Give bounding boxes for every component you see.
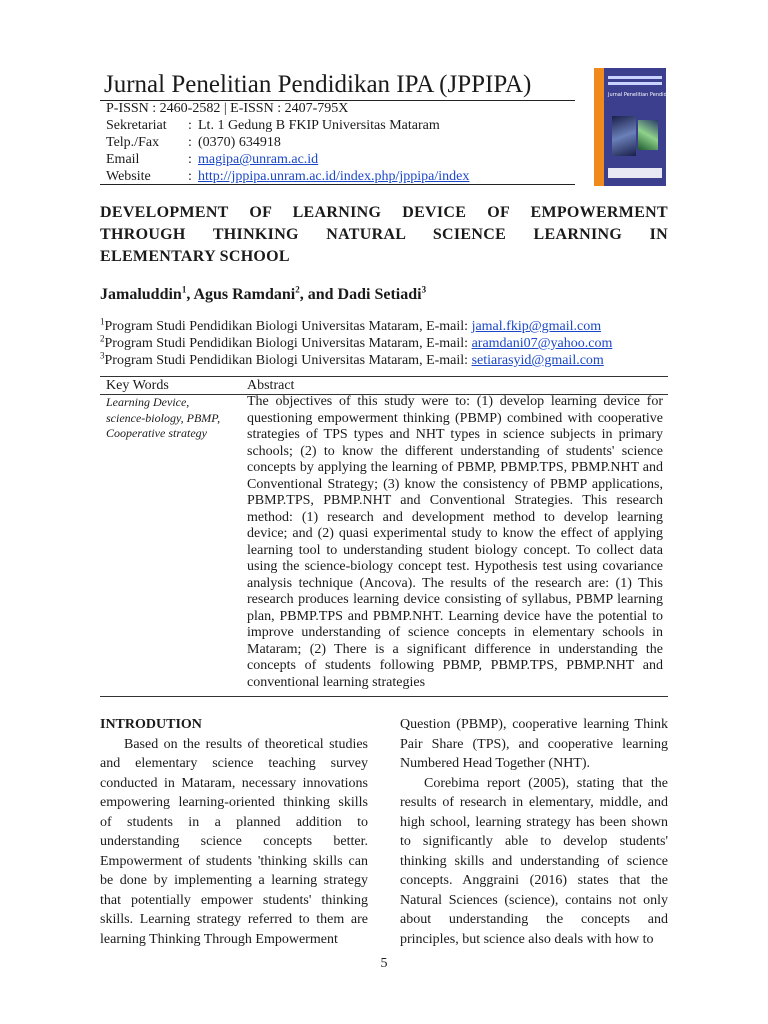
- body-paragraph: Question (PBMP), cooperative learning Think Pair Share (TPS), and cooperative learning Numbered Head Together (NHT).: [400, 717, 668, 771]
- affiliation-sup: 3: [100, 350, 105, 361]
- body-paragraph: Corebima report (2005), stating that the results of research in elementary, middle, and high school, learning strategy has been shown to significantly able to develop students' thinking skills and understanding of science concepts. Anggraini (2016) states that the Natural Sciences (science), contains not only about understanding the concepts and principles, but science also deals with how to: [400, 775, 668, 947]
- cover-accent-strip: [594, 68, 604, 186]
- journal-title: Jurnal Penelitian Pendidikan IPA (JPPIPA): [104, 71, 532, 98]
- affiliation: [100, 318, 612, 335]
- journal-contact-info: [106, 117, 469, 185]
- info-label: Email: [106, 152, 140, 167]
- affiliation: [100, 352, 612, 369]
- journal-cover-image: [594, 68, 687, 186]
- body-paragraph: Based on the results of theoretical studies and elementary science teaching survey conducted in Mataram, necessary innovations empowering learning-oriented thinking skills of students in a planned addition to understanding science concepts better. Empowerment of students 'thinking skills can be done by implementing a learning strategy that potentially empower students' thinking skills. Learning strategy referred to them are learning Thinking Through Empowerment: [100, 736, 368, 947]
- table-bottom-rule: [100, 696, 668, 697]
- author-email-link[interactable]: jamal.fkip@gmail.com: [471, 319, 602, 334]
- issn-line: P-ISSN : 2460-2582 | E-ISSN : 2407-795X: [106, 101, 349, 116]
- abstract-table: [100, 376, 668, 697]
- keywords-heading: Key Words: [106, 378, 169, 393]
- author-email-link[interactable]: aramdani07@yahoo.com: [471, 336, 613, 351]
- cover-bar: [608, 82, 662, 85]
- table-top-rule: [100, 376, 668, 377]
- info-value: (0370) 634918: [198, 135, 281, 150]
- affiliation: [100, 335, 612, 352]
- author-list: [100, 285, 426, 305]
- info-row-secretariat: [106, 117, 469, 134]
- author-sep: ,: [186, 286, 194, 303]
- keywords-text: Learning Device, science-biology, PBMP, Cooperative strategy: [106, 395, 221, 440]
- author-email-link[interactable]: setiarasyid@gmail.com: [471, 353, 604, 368]
- author-sup: 1: [181, 284, 187, 295]
- section-heading: INTRODUTION: [100, 717, 202, 732]
- page-number: 5: [380, 956, 388, 971]
- info-separator: :: [188, 135, 192, 150]
- paper-title: DEVELOPMENT OF LEARNING DEVICE OF EMPOWERMENT THROUGH THINKING NATURAL SCIENCE LEARNING IN ELEMENTARY SCHOOL: [100, 204, 668, 265]
- affiliation-text: Program Studi Pendidikan Biologi Universitas Mataram, E-mail:: [104, 353, 472, 368]
- info-separator: :: [188, 152, 192, 167]
- masthead-bottom-rule: [100, 184, 575, 185]
- info-label: Telp./Fax: [106, 135, 160, 150]
- cover-photo: [638, 120, 658, 150]
- journal-email-link[interactable]: magipa@unram.ac.id: [198, 152, 319, 167]
- affiliation-text: Program Studi Pendidikan Biologi Universitas Mataram, E-mail:: [104, 336, 472, 351]
- cover-label: Jurnal Penelitian Pendidikan IPA: [608, 92, 687, 98]
- author-sep: , and: [299, 286, 338, 303]
- info-label: Website: [106, 169, 151, 184]
- author-name: Dadi Setiadi: [337, 286, 422, 303]
- affiliation-sup: 2: [100, 333, 105, 344]
- affiliation-sup: 1: [100, 316, 105, 327]
- info-value: Lt. 1 Gedung B FKIP Universitas Mataram: [198, 118, 440, 133]
- affiliation-list: [100, 318, 612, 369]
- author-sup: 2: [295, 284, 300, 295]
- body-right-column: [400, 715, 668, 949]
- info-separator: :: [188, 169, 192, 184]
- abstract-text: The objectives of this study were to: (1) develop learning device for questioning empowerment thinking (PBMP) combined with cooperative strategies of TPS types and NHT types in science subjects in primary schools; (2) to know the different understanding of students' science concepts by applying the learning of PBMP, PBMP.TPS, PBMP.NHT and Conventional Strategy; (3) know the consistency of PBMP applications, PBMP.TPS, PBMP.NHT and Conventional Strategies. This research method: (1) research and development method to develop learning device; and (2) quasi experimental study to know the effect of applying learning tool to understanding student biology concept. To collect data using the science-biology concept test. Hypothesis test using covariance analysis technique (Ancova). The results of the research are: (1) This research produces learning device consisting of syllabus, PBMP learning plan, PBMP.TPS and PBMP.NHT. Learning device have the potential to improve understanding of science concepts in elementary schools in Mataram; (2) There is a significant difference in understanding the concepts of students following PBMP, PBMP.TPS, PBMP.NHT and conventional learning strategies: [247, 394, 663, 690]
- info-row-email: [106, 151, 469, 168]
- abstract-heading: Abstract: [247, 378, 295, 393]
- journal-website-link[interactable]: http://jppipa.unram.ac.id/index.php/jppipa/index: [198, 169, 470, 184]
- cover-footer: [608, 168, 662, 178]
- author-sup: 3: [421, 284, 427, 295]
- author-name: Agus Ramdani: [193, 286, 296, 303]
- body-left-column: [100, 715, 368, 949]
- cover-photo: [612, 116, 636, 156]
- affiliation-text: Program Studi Pendidikan Biologi Universitas Mataram, E-mail:: [104, 319, 472, 334]
- author-name: Jamaluddin: [100, 286, 182, 303]
- info-separator: :: [188, 118, 192, 133]
- info-row-phone: [106, 134, 469, 151]
- cover-bar: [608, 76, 662, 79]
- info-row-website: [106, 168, 469, 185]
- info-label: Sekretariat: [106, 118, 167, 133]
